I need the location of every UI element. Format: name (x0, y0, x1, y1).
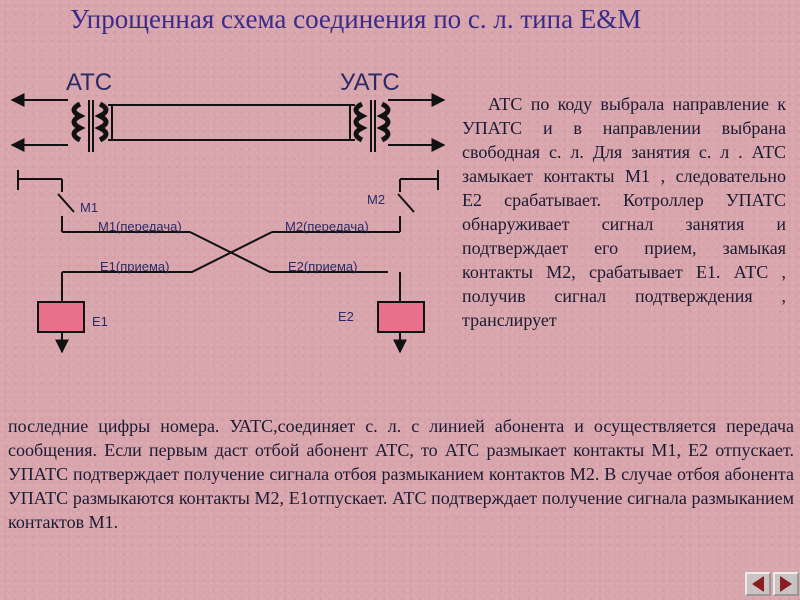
description-bottom: последние цифры номера. УАТС,соединяет с. л. с линией абонента и осуществляется передача сообщения. Если первым даст отбой абонент АТС, то АТС размыкает контакты М1, Е2 отпускает. УПАТС подтверждает получение сигнала отбоя размыканием контактов М2. В случае отбоя абонента УПАТС размыкаются контакты М2, Е1отпускает. АТС подтверждает получение сигнала размыканием контактов М1. (8, 416, 794, 532)
relay-e1 (38, 302, 84, 332)
relay-e2 (378, 302, 424, 332)
label-line-m2: M2(передача) (285, 219, 369, 234)
description-right-column: АТС по коду выбрала направление к УПАТС и в направлении выбрана свободная с. л. Для занятия с. л . АТС замыкает контакты М1 , следовательно Е2 срабатывает. Котроллер УПАТС обнаруживает сигнал занятия и подтверждает его прием, замыкая контакты М2, срабатывает Е1. АТС , получив сигнал подтверждения , транслирует (462, 94, 786, 330)
transformer-ats (74, 100, 106, 152)
label-line-m1: M1(передача) (98, 219, 182, 234)
transformer-uats (356, 100, 388, 152)
label-contact-m2: M2 (367, 192, 386, 207)
em-connection-diagram (0, 60, 460, 380)
label-uats: УАТС (340, 69, 400, 96)
label-ats: АТС (66, 69, 113, 96)
triangle-left-icon (752, 576, 764, 592)
next-slide-button[interactable] (773, 572, 799, 596)
label-relay-e1: E1 (92, 314, 108, 329)
triangle-right-icon (780, 576, 792, 592)
label-line-e1: E1(приема) (100, 259, 170, 274)
page-title: Упрощенная схема соединения по с. л. типа E&M (70, 4, 642, 34)
label-line-e2: E2(приема) (288, 259, 358, 274)
previous-slide-button[interactable] (745, 572, 771, 596)
label-relay-e2: E2 (338, 309, 354, 324)
slide-navigation (745, 572, 799, 596)
label-contact-m1: M1 (80, 200, 99, 215)
